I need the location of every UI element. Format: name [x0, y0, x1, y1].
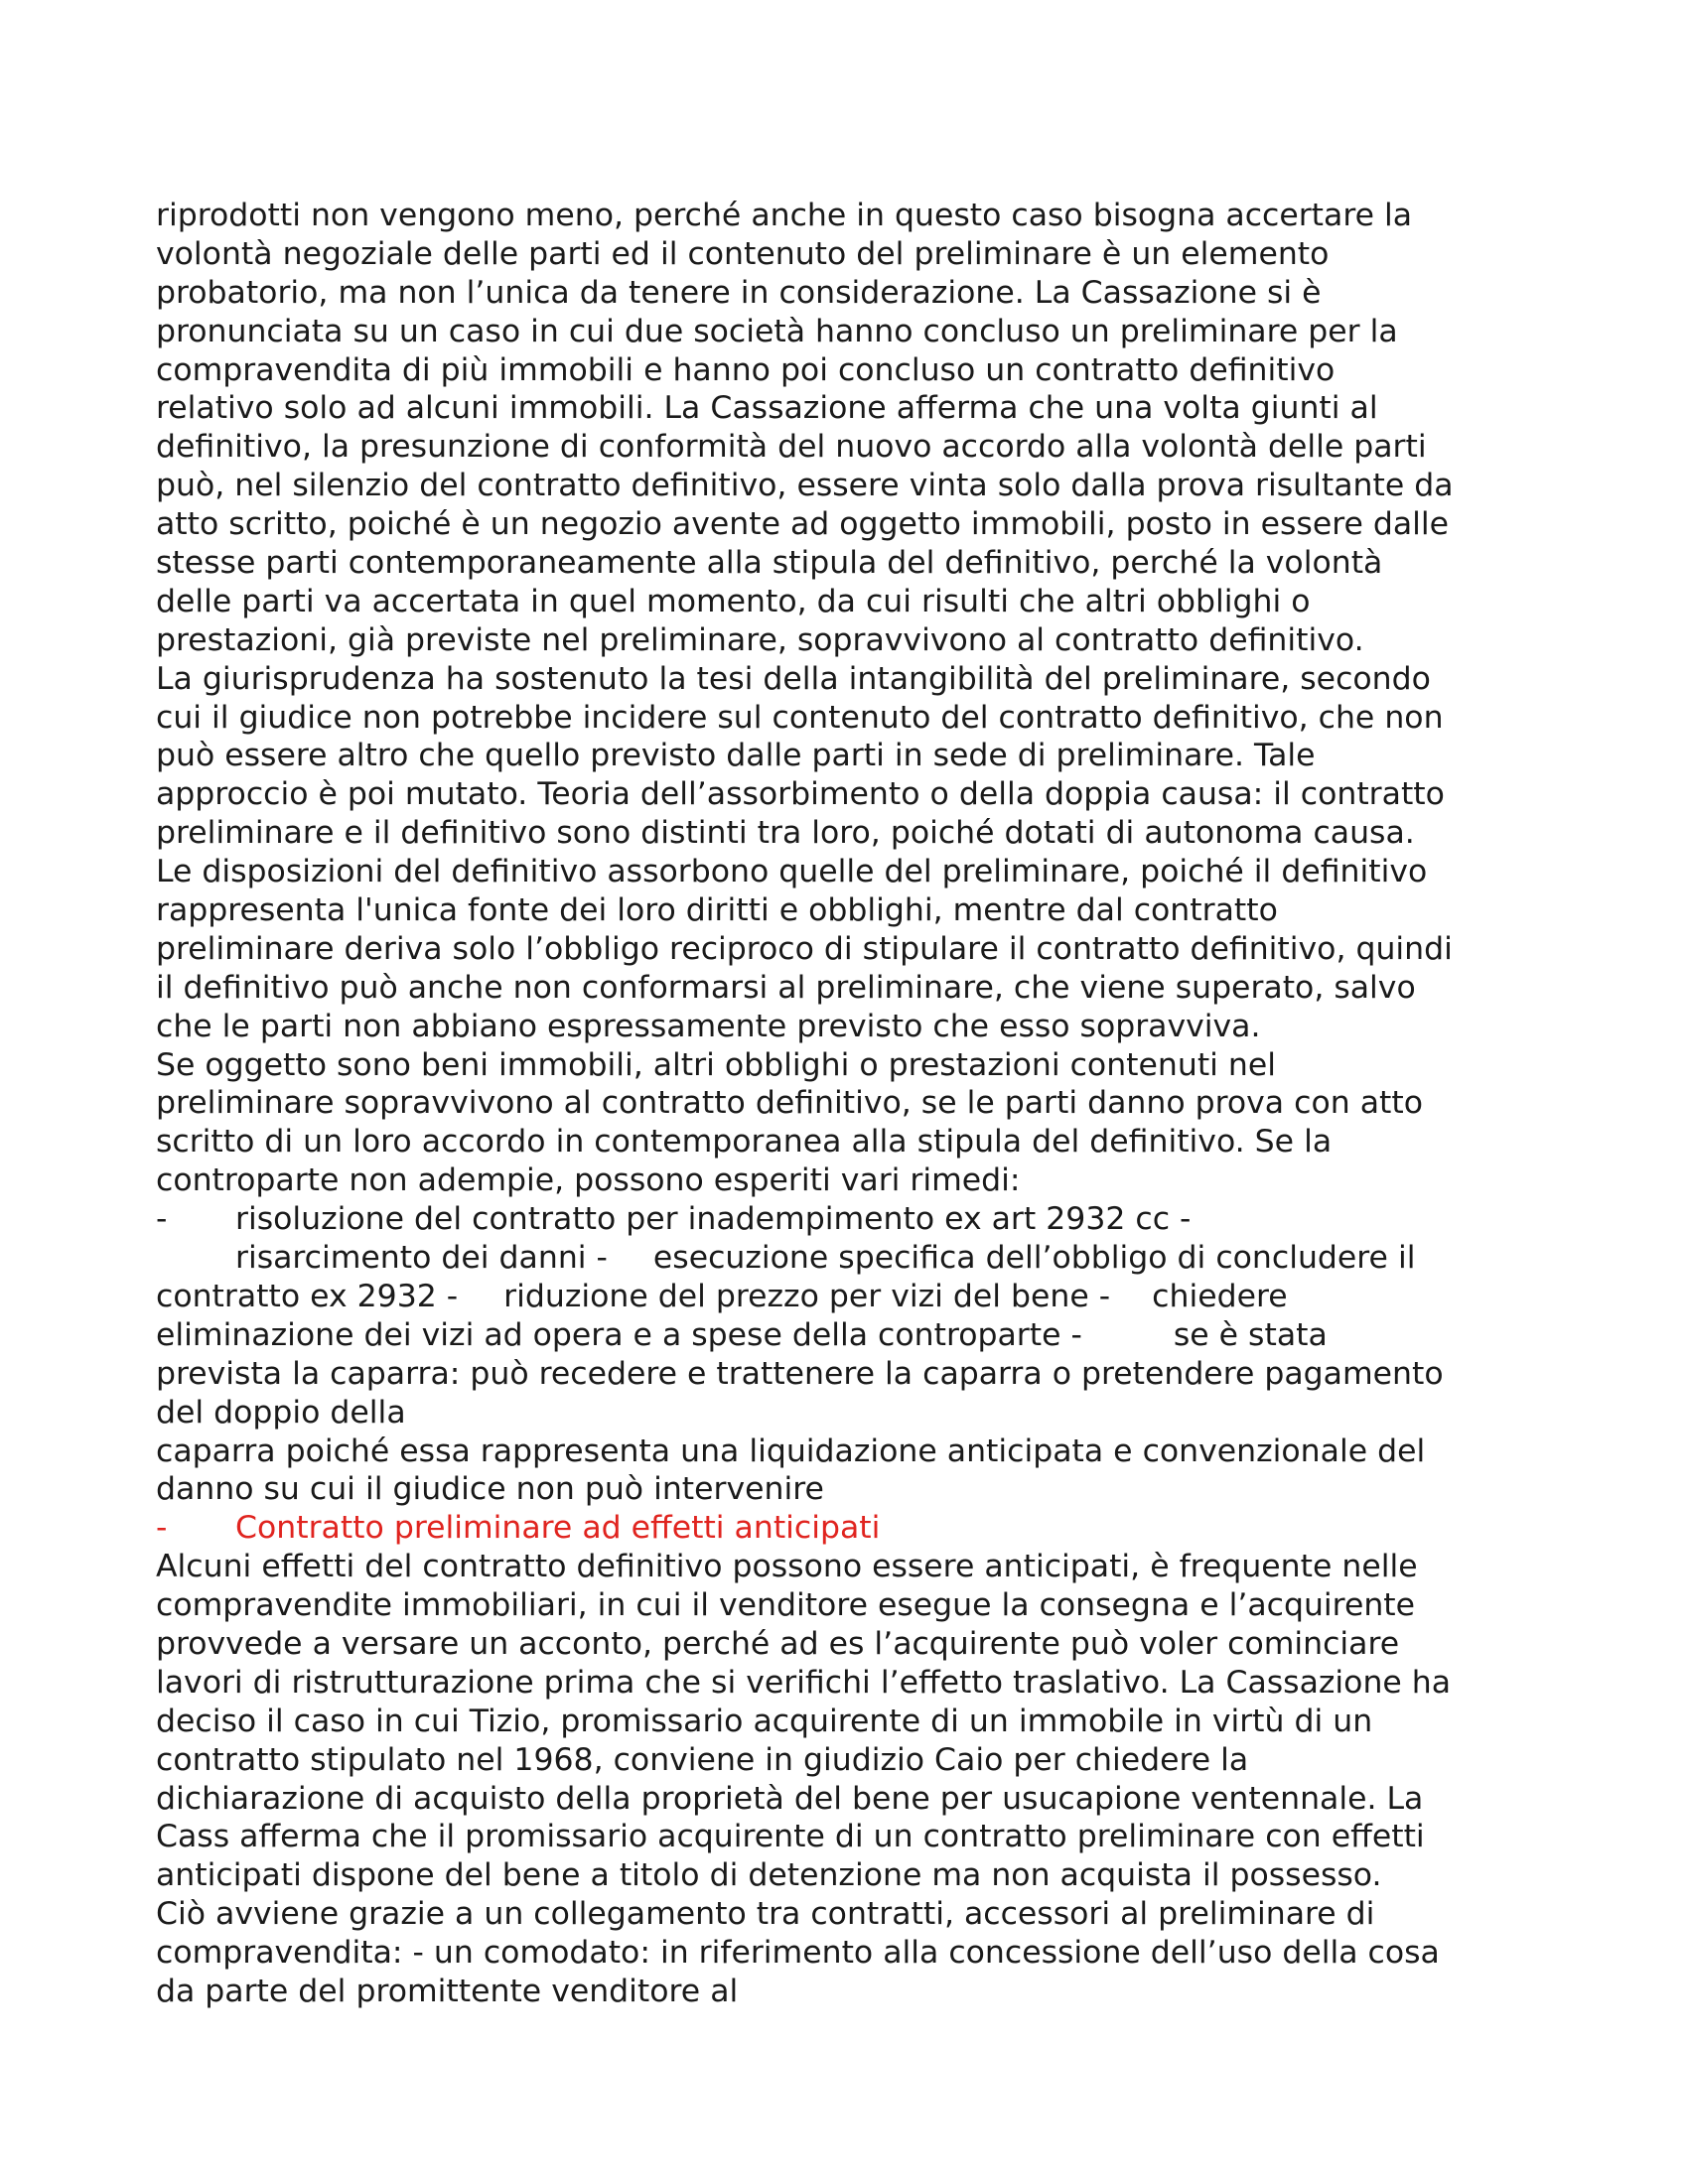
text-line: definitivo, la presunzione di conformità del nuovo accordo alla volontà delle parti: [156, 429, 1427, 466]
section-heading: [156, 1509, 1546, 1548]
text-line: lavori di ristrutturazione prima che si verifichi l’effetto traslativo. La Cassazione ha: [156, 1664, 1452, 1701]
list-item: [156, 1200, 1546, 1239]
text-line: controparte non adempie, possono esperiti vari rimedi:: [156, 1162, 1021, 1199]
text-line: compravendita di più immobili e hanno poi concluso un contratto definitivo: [156, 351, 1336, 388]
text-line: anticipati dispone del bene a titolo di detenzione ma non acquista il possesso.: [156, 1857, 1382, 1894]
text-line: può, nel silenzio del contratto definitivo, essere vinta solo dalla prova risultante da: [156, 468, 1454, 504]
text-line: Cass afferma che il promissario acquirente di un contratto preliminare con effetti: [156, 1819, 1425, 1855]
text-line: deciso il caso in cui Tizio, promissario acquirente di un immobile in virtù di un: [156, 1703, 1373, 1739]
text-line: del doppio della: [156, 1394, 406, 1431]
text-line: Ciò avviene grazie a un collegamento tra contratti, accessori al preliminare di: [156, 1896, 1375, 1933]
paragraph-4: [156, 1548, 1546, 2011]
text-line: probatorio, ma non l’unica da tenere in considerazione. La Cassazione si è: [156, 274, 1322, 311]
text-line: stesse parti contemporaneamente alla stipula del definitivo, perché la volontà: [156, 545, 1383, 582]
text-line: riprodotti non vengono meno, perché anche in questo caso bisogna accertare la: [156, 198, 1413, 233]
text-line: provvede a versare un acconto, perché ad es l’acquirente può voler cominciare: [156, 1625, 1400, 1662]
text-line: preliminare sopravvivono al contratto definitivo, se le parti danno prova con atto: [156, 1085, 1423, 1122]
text-line: scritto di un loro accordo in contemporanea alla stipula del definitivo. Se la: [156, 1124, 1333, 1160]
text-line: dichiarazione di acquisto della proprietà del bene per usucapione ventennale. La: [156, 1780, 1424, 1817]
remedy-text: risoluzione del contratto per inadempimento ex art 2932 cc -: [235, 1201, 1192, 1238]
text-line: danno su cui il giudice non può intervenire: [156, 1471, 824, 1508]
text-line: relativo solo ad alcuni immobili. La Cassazione afferma che una volta giunti al: [156, 390, 1378, 427]
text-line: approccio è poi mutato. Teoria dell’assorbimento o della doppia causa: il contratto: [156, 776, 1445, 813]
list-item: [156, 1278, 1546, 1316]
text-line: Se oggetto sono beni immobili, altri obblighi o prestazioni contenuti nel: [156, 1046, 1277, 1083]
text-line: Alcuni effetti del contratto definitivo possono essere anticipati, è frequente nelle: [156, 1549, 1418, 1585]
text-line: delle parti va accertata in quel momento, da cui risulti che altri obblighi o: [156, 583, 1311, 619]
heading-title: Contratto preliminare ad effetti anticipati: [235, 1510, 881, 1547]
text-line: La giurisprudenza ha sostenuto la tesi della intangibilità del preliminare, secondo: [156, 660, 1431, 697]
text-line: prevista la caparra: può recedere e trattenere la caparra o pretendere pagamento: [156, 1355, 1444, 1392]
remedy-text: esecuzione specifica dell’obbligo di concludere il: [652, 1240, 1416, 1277]
remedy-text: chiedere: [1152, 1278, 1288, 1314]
text-line: preliminare deriva solo l’obbligo reciproco di stipulare il contratto definitivo, quindi: [156, 930, 1453, 967]
text-line: compravendite immobiliari, in cui il venditore esegue la consegna e l’acquirente: [156, 1587, 1416, 1624]
text-line: prestazioni, già previste nel preliminare, sopravvivono al contratto definitivo.: [156, 621, 1364, 658]
remedy-text: eliminazione dei vizi ad opera e a spese della controparte -: [156, 1316, 1082, 1353]
remedies-list: [156, 1200, 1546, 1509]
list-bullet: -: [156, 1201, 168, 1238]
remedy-text: riduzione del prezzo per vizi del bene -: [503, 1278, 1111, 1314]
text-line: atto scritto, poiché è un negozio avente ad oggetto immobili, posto in essere dalle: [156, 506, 1450, 543]
heading-bullet: -: [156, 1510, 168, 1547]
text-line: caparra poiché essa rappresenta una liquidazione anticipata e convenzionale del: [156, 1433, 1426, 1469]
text-line: che le parti non abbiano espressamente previsto che esso sopravviva.: [156, 1008, 1261, 1044]
remedy-text: se è stata: [1173, 1316, 1328, 1353]
paragraph-1: [156, 197, 1546, 660]
text-line: preliminare e il definitivo sono distinti tra loro, poiché dotati di autonoma causa.: [156, 815, 1415, 852]
text-line: contratto stipulato nel 1968, conviene in giudizio Caio per chiedere la: [156, 1741, 1249, 1778]
text-line: pronunciata su un caso in cui due società hanno concluso un preliminare per la: [156, 313, 1398, 349]
text-line: cui il giudice non potrebbe incidere sul contenuto del contratto definitivo, che non: [156, 699, 1444, 736]
text-line: volontà negoziale delle parti ed il contenuto del preliminare è un elemento: [156, 235, 1330, 272]
text-line: Le disposizioni del definitivo assorbono quelle del preliminare, poiché il definitivo: [156, 854, 1428, 890]
text-line: da parte del promittente venditore al: [156, 1973, 739, 2009]
text-line: rappresenta l'unica fonte dei loro diritti e obblighi, mentre dal contratto: [156, 892, 1278, 929]
paragraph-2: [156, 660, 1546, 1046]
remedy-text: risarcimento dei danni -: [235, 1240, 608, 1277]
list-item: [156, 1316, 1546, 1355]
list-item: [156, 1239, 1546, 1278]
paragraph-3: [156, 1046, 1546, 1201]
text-line: il definitivo può anche non conformarsi al preliminare, che viene superato, salvo: [156, 969, 1416, 1006]
text-line: compravendita: - un comodato: in riferimento alla concessione dell’uso della cosa: [156, 1935, 1440, 1972]
remedy-text: contratto ex 2932 -: [156, 1278, 459, 1314]
text-line: può essere altro che quello previsto dalle parti in sede di preliminare. Tale: [156, 738, 1316, 774]
document-body: [156, 197, 1546, 2011]
